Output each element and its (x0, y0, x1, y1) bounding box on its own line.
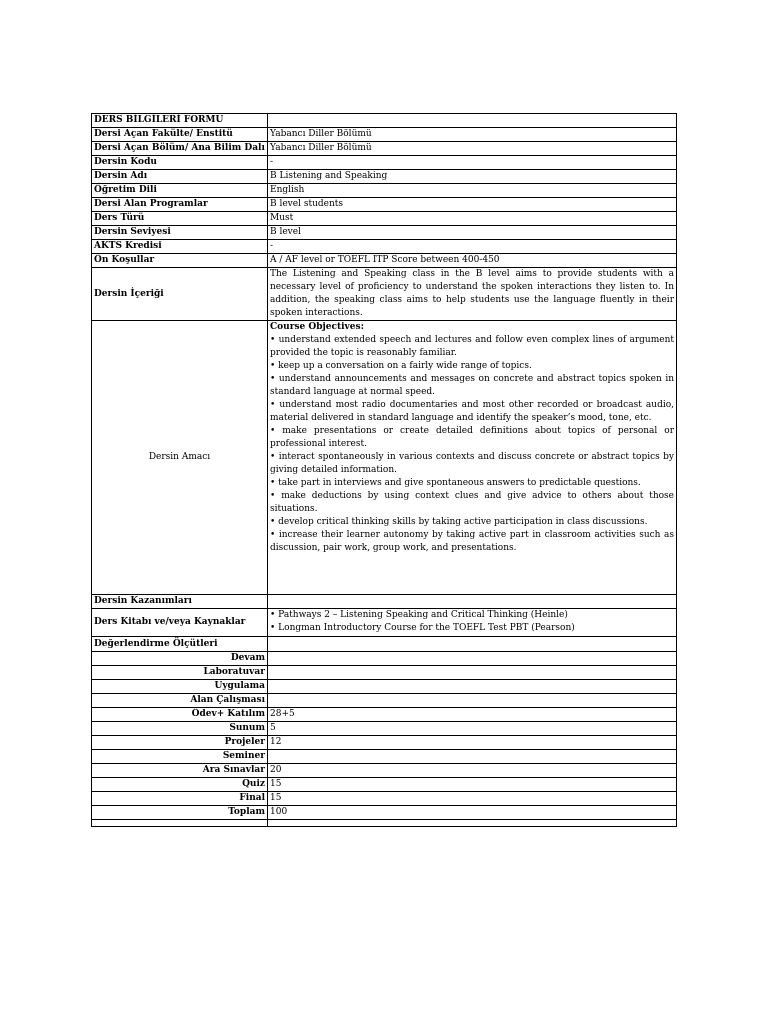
assessment-row-label: Laboratuvar (92, 666, 268, 680)
assessment-row-label: Quiz (92, 778, 268, 792)
assessment-row-value: 15 (268, 792, 677, 806)
assessment-row-value: 5 (268, 722, 677, 736)
aims-value (268, 321, 677, 595)
aims-item: • keep up a conversation on a fairly wide range of topics. (270, 361, 532, 371)
row-value: A / AF level or TOEFL ITP Score between 400-450 (268, 254, 677, 268)
assessment-row-value: 12 (268, 736, 677, 750)
assessment-row-value (268, 652, 677, 666)
form-title-value (268, 114, 677, 128)
content-label: Dersin İçeriği (92, 268, 268, 321)
assessment-row-label: Seminer (92, 750, 268, 764)
row-label: AKTS Kredisi (92, 240, 268, 254)
assessment-row-label: Ödev+ Katılım (92, 708, 268, 722)
table-footer-left (92, 820, 268, 827)
assessment-row-value: 15 (268, 778, 677, 792)
outcomes-label: Dersin Kazanımları (92, 595, 268, 609)
aims-item: • make deductions by using context clues and give advice to others about those situations. (270, 491, 674, 514)
row-label: Ders Türü (92, 212, 268, 226)
assessment-row-value (268, 666, 677, 680)
assessment-row-label: Devam (92, 652, 268, 666)
assessment-row-label: Final (92, 792, 268, 806)
row-value: Yabancı Diller Bölümü (268, 142, 677, 156)
assessment-row-value: 20 (268, 764, 677, 778)
aims-item: • understand most radio documentaries and most other recorded or broadcast audio, material delivered in standard language and identify the speaker’s mood, tone, etc. (270, 400, 674, 423)
assessment-row-value: 28+5 (268, 708, 677, 722)
book-item: • Longman Introductory Course for the TOEFL Test PBT (Pearson) (270, 623, 575, 633)
assessment-row-label: Ara Sınavlar (92, 764, 268, 778)
assessment-row-label: Uygulama (92, 680, 268, 694)
row-value: - (268, 156, 677, 170)
assessment-row-value (268, 680, 677, 694)
assessment-row-label: Alan Çalışması (92, 694, 268, 708)
aims-label (92, 321, 268, 595)
row-label: Ön Koşullar (92, 254, 268, 268)
aims-item: • understand extended speech and lectures and follow even complex lines of argument provided the topic is reasonably familiar. (270, 335, 674, 358)
row-value: - (268, 240, 677, 254)
form-title: DERS BİLGİLERİ FORMU (92, 114, 268, 128)
row-label: Öğretim Dili (92, 184, 268, 198)
aims-item: • understand announcements and messages on concrete and abstract topics spoken in standard language at normal speed. (270, 374, 674, 397)
table-footer-right (268, 820, 677, 827)
row-value: English (268, 184, 677, 198)
aims-item: • increase their learner autonomy by taking active part in classroom activities such as discussion, pair work, group work, and presentations. (270, 530, 674, 553)
row-value: Yabancı Diller Bölümü (268, 128, 677, 142)
content-value: The Listening and Speaking class in the B level aims to provide students with a necessary level of proficiency to understand the spoken interactions they listen to. In addition, the speaking class aims to help students use the language fluently in their spoken interactions. (268, 268, 677, 321)
assessment-label: Değerlendirme Ölçütleri (92, 637, 268, 652)
aims-item: • develop critical thinking skills by taking active participation in class discussions. (270, 517, 648, 527)
course-info-form (91, 113, 676, 827)
row-label: Dersin Adı (92, 170, 268, 184)
row-value: B level (268, 226, 677, 240)
assessment-row-label: Toplam (92, 806, 268, 820)
aims-item: • take part in interviews and give spontaneous answers to predictable questions. (270, 478, 641, 488)
outcomes-value (268, 595, 677, 609)
aims-label-text: Dersin Amacı (148, 452, 211, 462)
row-label: Dersi Alan Programlar (92, 198, 268, 212)
assessment-value (268, 637, 677, 652)
books-value (268, 609, 677, 637)
aims-item: • make presentations or create detailed definitions about topics of personal or professional interest. (270, 426, 674, 449)
books-label: Ders Kitabı ve/veya Kaynaklar (92, 609, 268, 637)
row-label: Dersin Seviyesi (92, 226, 268, 240)
row-value: B level students (268, 198, 677, 212)
assessment-row-value: 100 (268, 806, 677, 820)
row-label: Dersi Açan Bölüm/ Ana Bilim Dalı (92, 142, 268, 156)
row-label: Dersi Açan Fakülte/ Enstitü (92, 128, 268, 142)
book-item: • Pathways 2 – Listening Speaking and Critical Thinking (Heinle) (270, 610, 568, 620)
aims-item: • interact spontaneously in various contexts and discuss concrete or abstract topics by giving detailed information. (270, 452, 674, 475)
row-label: Dersin Kodu (92, 156, 268, 170)
form-table (91, 113, 677, 827)
aims-heading: Course Objectives: (270, 322, 364, 332)
assessment-row-value (268, 750, 677, 764)
assessment-row-label: Sunum (92, 722, 268, 736)
assessment-row-label: Projeler (92, 736, 268, 750)
row-value: Must (268, 212, 677, 226)
row-value: B Listening and Speaking (268, 170, 677, 184)
assessment-row-value (268, 694, 677, 708)
